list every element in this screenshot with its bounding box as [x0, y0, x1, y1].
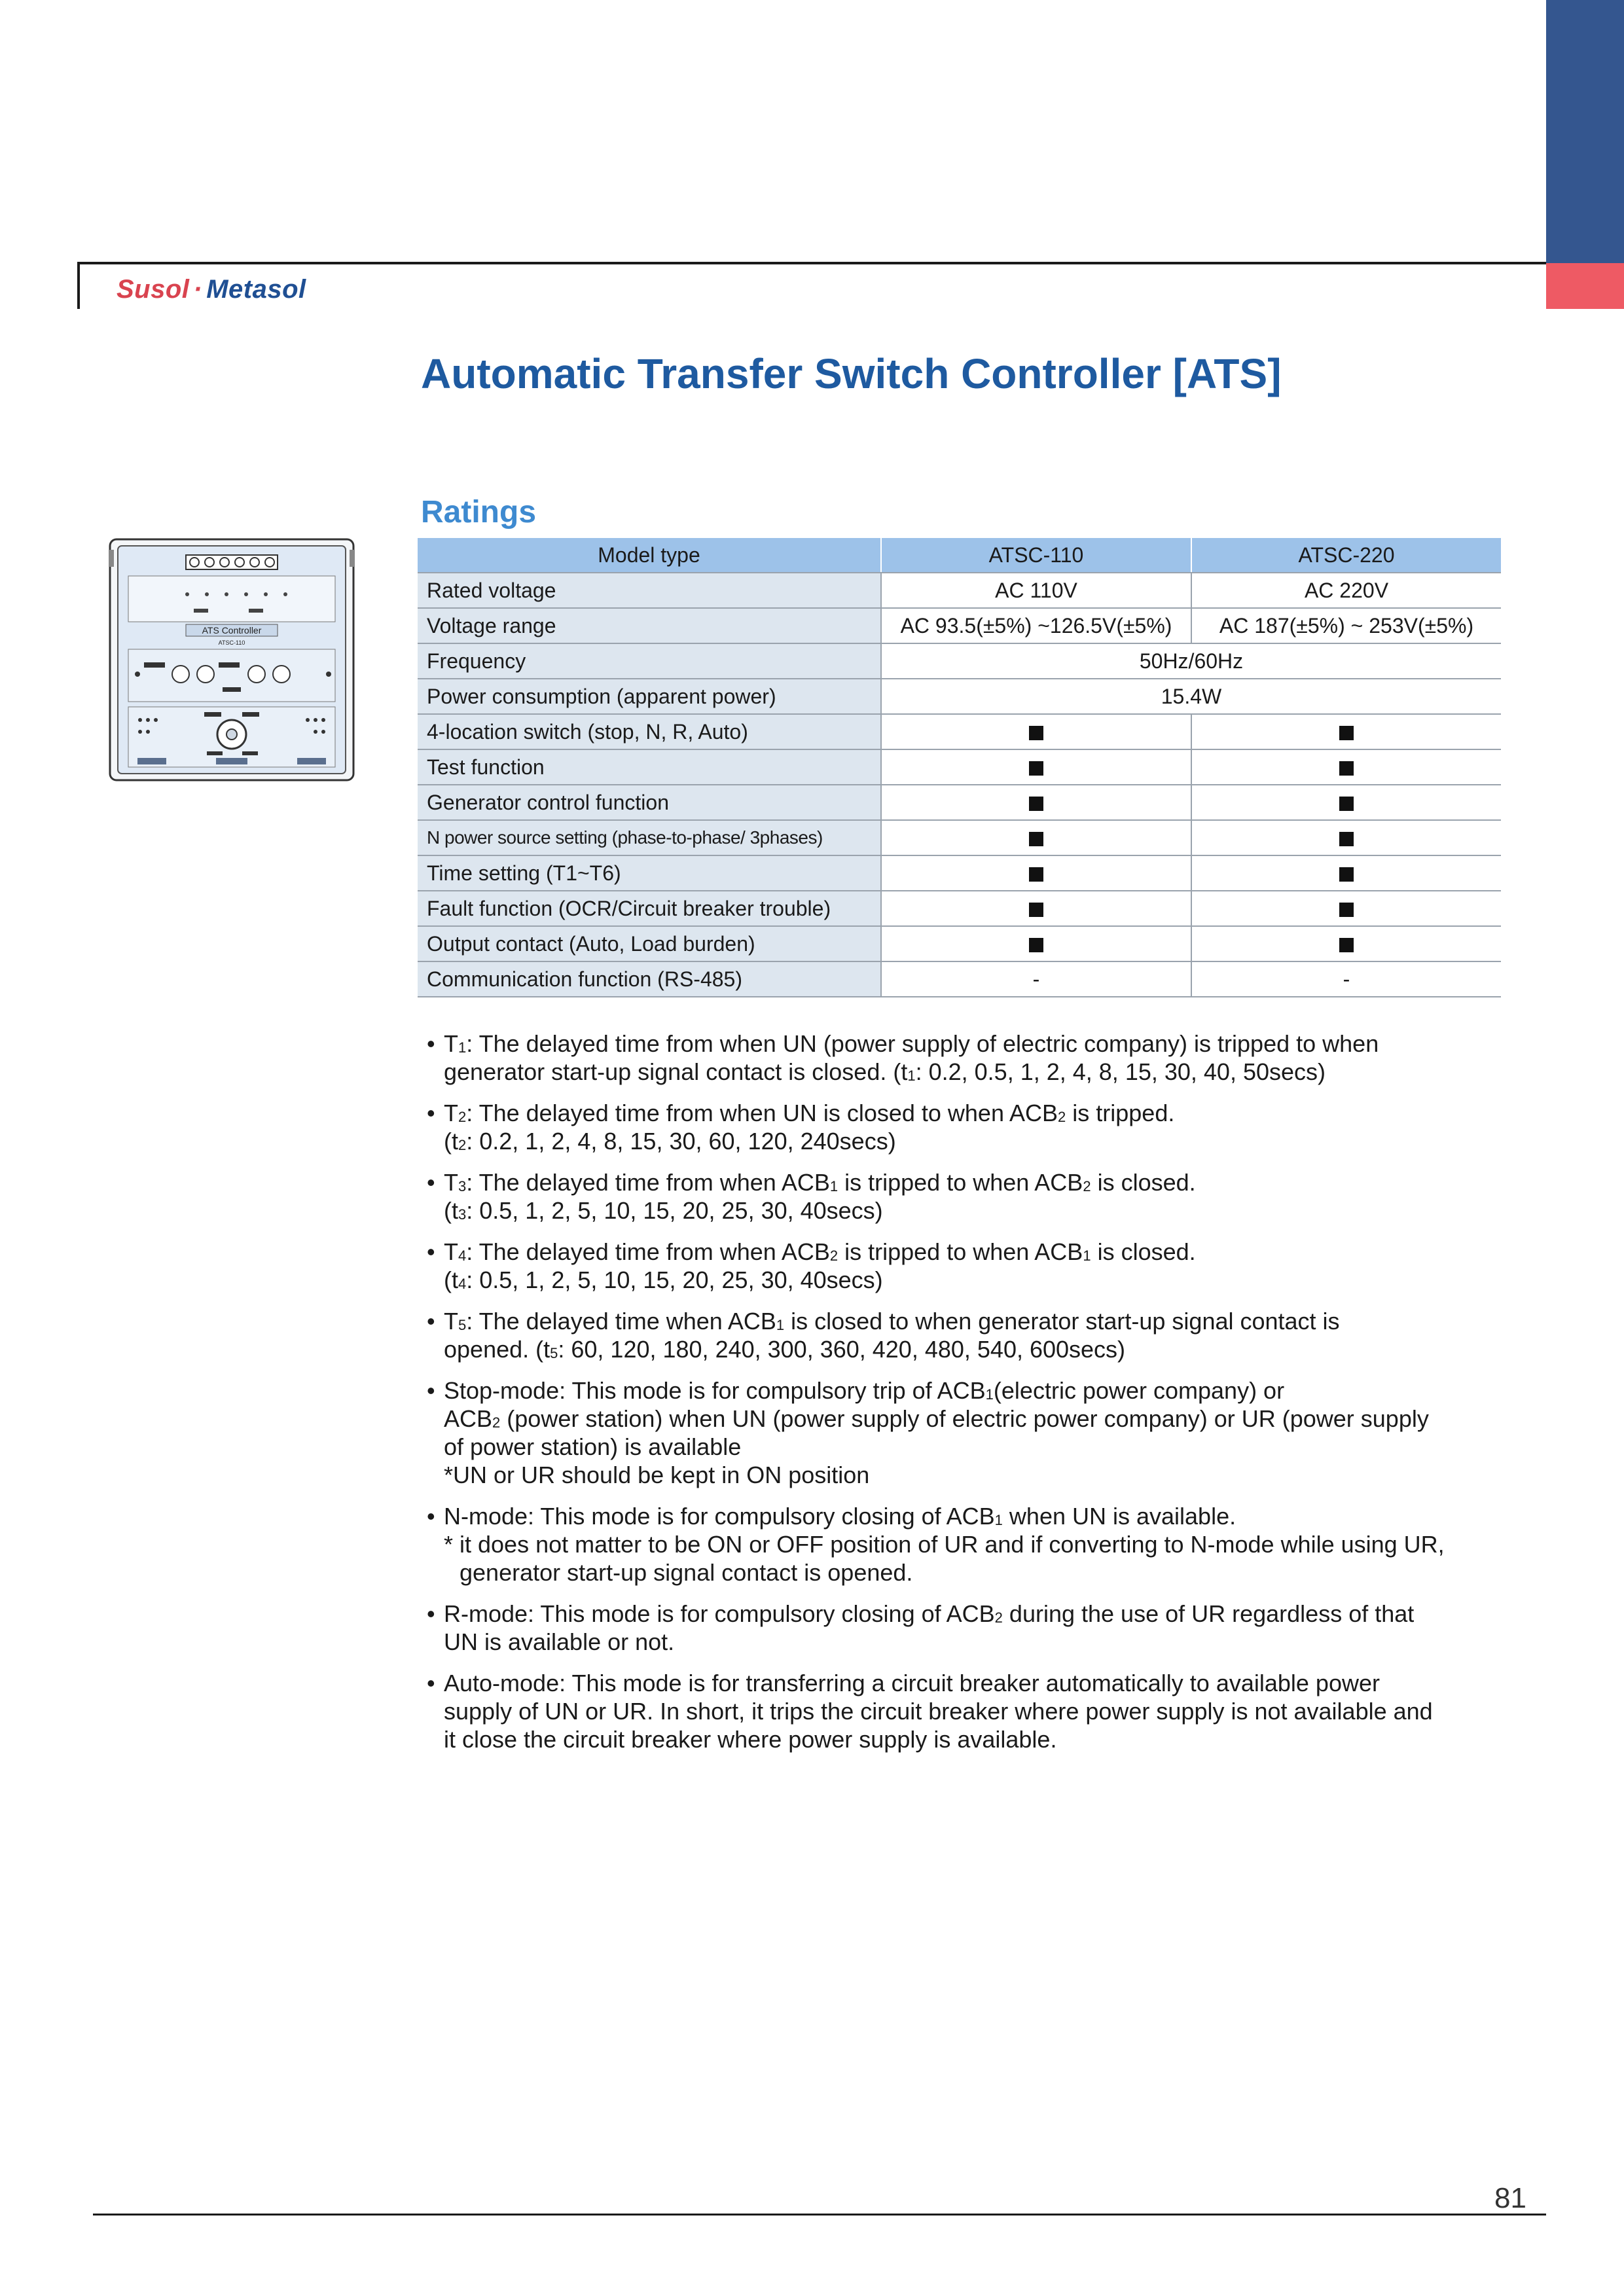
filled-square-icon: [1029, 761, 1043, 776]
table-row: [418, 891, 1501, 926]
device-label: ATS Controller: [202, 625, 262, 636]
cell-atsc-220: -: [1191, 961, 1501, 997]
row-label: Voltage range: [418, 608, 881, 643]
note-stop-mode: • Stop-mode: This mode is for compulsory trip of $ACB_1(electric$ power company) or $ACB_2$ (power station) when UN (power supply of electric power company) or UR (power supply of power station) is available *UN or UR should be kept in ON position: [427, 1377, 1429, 1488]
cell-shared: 50Hz/60Hz: [881, 643, 1501, 679]
cell-atsc-110: AC 93.5(±5%) ~126.5V(±5%): [881, 608, 1191, 643]
page-number: 81: [1494, 2182, 1526, 2214]
page-title: Automatic Transfer Switch Controller [ATS]: [421, 350, 1282, 397]
header-rule-tick: [77, 262, 80, 309]
filled-square-icon: [1339, 832, 1354, 846]
bullet: •: [427, 1600, 435, 1627]
row-label: Time setting (T1~T6): [418, 855, 881, 891]
table-row: [418, 855, 1501, 891]
filled-square-icon: [1339, 903, 1354, 917]
cell-atsc-110: [881, 785, 1191, 820]
cell-atsc-220: [1191, 785, 1501, 820]
section-title-ratings: Ratings: [421, 495, 537, 529]
table-row: [418, 749, 1501, 785]
header-model-type: Model type: [418, 538, 881, 573]
bullet: •: [427, 1670, 435, 1696]
note-t5: • $T_5$: The delayed time when $ACB_1$ is closed to when generator start-up signal contact is opened. ($t_5$: 60, 120, 180, 240, 300, 360, 420, 480, 540, 600secs): [427, 1308, 1340, 1363]
cell-atsc-220: [1191, 926, 1501, 961]
filled-square-icon: [1339, 867, 1354, 882]
ats-controller-device-image: [109, 538, 355, 781]
cell-atsc-110: [881, 855, 1191, 891]
row-label: Power consumption (apparent power): [418, 679, 881, 714]
filled-square-icon: [1029, 867, 1043, 882]
filled-square-icon: [1029, 938, 1043, 952]
table-row: [418, 961, 1501, 997]
filled-square-icon: [1029, 726, 1043, 740]
notes-list: [427, 1030, 1481, 1767]
bullet: •: [427, 1169, 435, 1196]
filled-square-icon: [1339, 797, 1354, 811]
table-row: [418, 643, 1501, 679]
table-row: [418, 785, 1501, 820]
filled-square-icon: [1339, 938, 1354, 952]
row-label: Generator control function: [418, 785, 881, 820]
bullet: •: [427, 1030, 435, 1057]
row-label: Test function: [418, 749, 881, 785]
row-label: Frequency: [418, 643, 881, 679]
bullet: •: [427, 1238, 435, 1265]
brand-metasol: Metasol: [206, 275, 306, 304]
table-row: [418, 679, 1501, 714]
cell-atsc-110: [881, 820, 1191, 855]
ratings-table: [418, 538, 1501, 997]
cell-atsc-220: [1191, 714, 1501, 749]
side-tab-red: [1546, 263, 1624, 309]
brand-susol: Susol: [117, 275, 190, 304]
note-n-mode: • N-mode: This mode is for compulsory closing of $ACB_1$ when UN is available. * it does not matter to be ON or OFF position of UR and if converting to N-mode while using UR, generator start-up signal contact is opened.: [427, 1503, 1445, 1586]
cell-atsc-220: AC 187(±5%) ~ 253V(±5%): [1191, 608, 1501, 643]
table-row: [418, 608, 1501, 643]
cell-atsc-220: [1191, 855, 1501, 891]
cell-atsc-110: [881, 749, 1191, 785]
cell-atsc-220: [1191, 749, 1501, 785]
filled-square-icon: [1339, 761, 1354, 776]
cell-shared: 15.4W: [881, 679, 1501, 714]
table-row: [418, 926, 1501, 961]
table-header-row: [418, 538, 1501, 573]
cell-atsc-220: [1191, 891, 1501, 926]
cell-atsc-110: -: [881, 961, 1191, 997]
header-rule: [77, 262, 1546, 264]
filled-square-icon: [1029, 903, 1043, 917]
cell-atsc-220: [1191, 820, 1501, 855]
row-label: 4-location switch (stop, N, R, Auto): [418, 714, 881, 749]
note-auto-mode: • Auto-mode: This mode is for transferring a circuit breaker automatically to available power supply of UN or UR. In short, it trips the circuit breaker where power supply is not available and it close the circuit breaker where power supply is available.: [427, 1670, 1433, 1753]
bullet: •: [427, 1100, 435, 1126]
row-label: Fault function (OCR/Circuit breaker trouble): [418, 891, 881, 926]
device-model: ATSC-110: [218, 639, 245, 646]
filled-square-icon: [1339, 726, 1354, 740]
note-r-mode: • R-mode: This mode is for compulsory closing of $ACB_2$ during the use of UR regardless of that UN is available or not.: [427, 1600, 1415, 1655]
filled-square-icon: [1029, 797, 1043, 811]
side-tab-blue: [1546, 0, 1624, 263]
footer-rule: [93, 2214, 1546, 2215]
bullet: •: [427, 1377, 435, 1404]
note-t2: • $T_2$: The delayed time from when UN is closed to when $ACB_2$ is tripped. ($t_2$: 0.2, 1, 2, 4, 8, 15, 30, 60, 120, 240secs): [427, 1100, 1175, 1155]
table-row: [418, 573, 1501, 608]
header-atsc-220: ATSC-220: [1191, 538, 1501, 573]
row-label: Rated voltage: [418, 573, 881, 608]
note-t1: • $T_1$: The delayed time from when UN (power supply of electric company) is tripped to when generator start-up signal contact is closed. ($t_1$: 0.2, 0.5, 1, 2, 4, 8, 15, 30, 40, 50secs): [427, 1030, 1379, 1085]
filled-square-icon: [1029, 832, 1043, 846]
brand-logo: [117, 275, 306, 304]
table-row: [418, 820, 1501, 855]
note-t4: • $T_4$: The delayed time from when $ACB_2$ is tripped to when $ACB_1$ is closed. ($t_4$: 0.5, 1, 2, 5, 10, 15, 20, 25, 30, 40secs): [427, 1238, 1196, 1293]
cell-atsc-220: AC 220V: [1191, 573, 1501, 608]
table-row: [418, 714, 1501, 749]
cell-atsc-110: [881, 714, 1191, 749]
cell-atsc-110: [881, 891, 1191, 926]
brand-separator: ·: [193, 275, 203, 304]
row-label: N power source setting (phase-to-phase/ 3phases): [418, 820, 881, 855]
bullet: •: [427, 1308, 435, 1335]
header-atsc-110: ATSC-110: [881, 538, 1191, 573]
bullet: •: [427, 1503, 435, 1530]
row-label: Output contact (Auto, Load burden): [418, 926, 881, 961]
note-t3: • $T_3$: The delayed time from when $ACB_1$ is tripped to when $ACB_2$ is closed. ($t_3$: 0.5, 1, 2, 5, 10, 15, 20, 25, 30, 40secs): [427, 1169, 1196, 1224]
row-label: Communication function (RS-485): [418, 961, 881, 997]
cell-atsc-110: AC 110V: [881, 573, 1191, 608]
cell-atsc-110: [881, 926, 1191, 961]
